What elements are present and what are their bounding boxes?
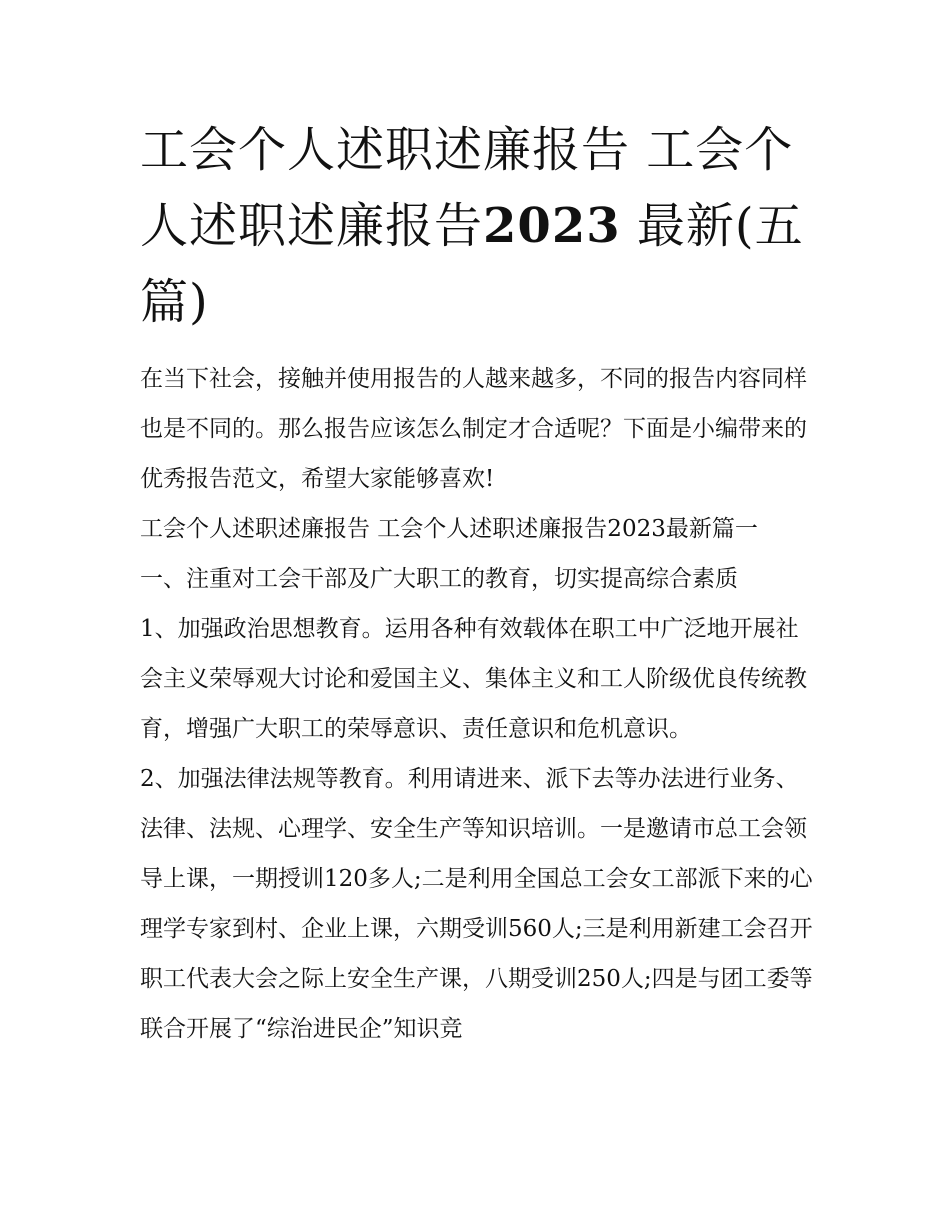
title-year: 2023 bbox=[483, 198, 621, 254]
title-text-b: 最新(五篇) bbox=[140, 198, 804, 330]
item-one-paragraph: 1、加强政治思想教育。运用各种有效载体在职工中广泛地开展社会主义荣辱观大讨论和爱国主义、集体主义和工人阶级优良传统教育，增强广大职工的荣辱意识、责任意识和危机意识。 bbox=[140, 616, 807, 742]
subheading-one: 一、注重对工会干部及广大职工的教育，切实提高综合素质 bbox=[140, 566, 738, 592]
section-heading: 工会个人述职述廉报告 工会个人述职述廉报告2023最新篇一 bbox=[140, 516, 758, 542]
title-text-a: 工会个人述职述廉报告 工会个人述职述廉报告 bbox=[140, 122, 794, 254]
document-page bbox=[140, 112, 820, 1054]
item-two-paragraph: 2、加强法律法规等教育。利用请进来、派下去等办法进行业务、法律、法规、心理学、安全生产等知识培训。一是邀请市总工会领导上课，一期授训120多人;二是利用全国总工会女工部派下来的心理学专家到村、企业上课，六期受训560人;三是利用新建工会召开职工代表大会之际上安全生产课，八期受训250人;四是与团工委等联合开展了“综治进民企”知识竞 bbox=[140, 766, 813, 1042]
intro-paragraph: 在当下社会，接触并使用报告的人越来越多，不同的报告内容同样也是不同的。那么报告应该怎么制定才合适呢？下面是小编带来的优秀报告范文，希望大家能够喜欢! bbox=[140, 366, 807, 492]
document-title bbox=[140, 112, 820, 340]
